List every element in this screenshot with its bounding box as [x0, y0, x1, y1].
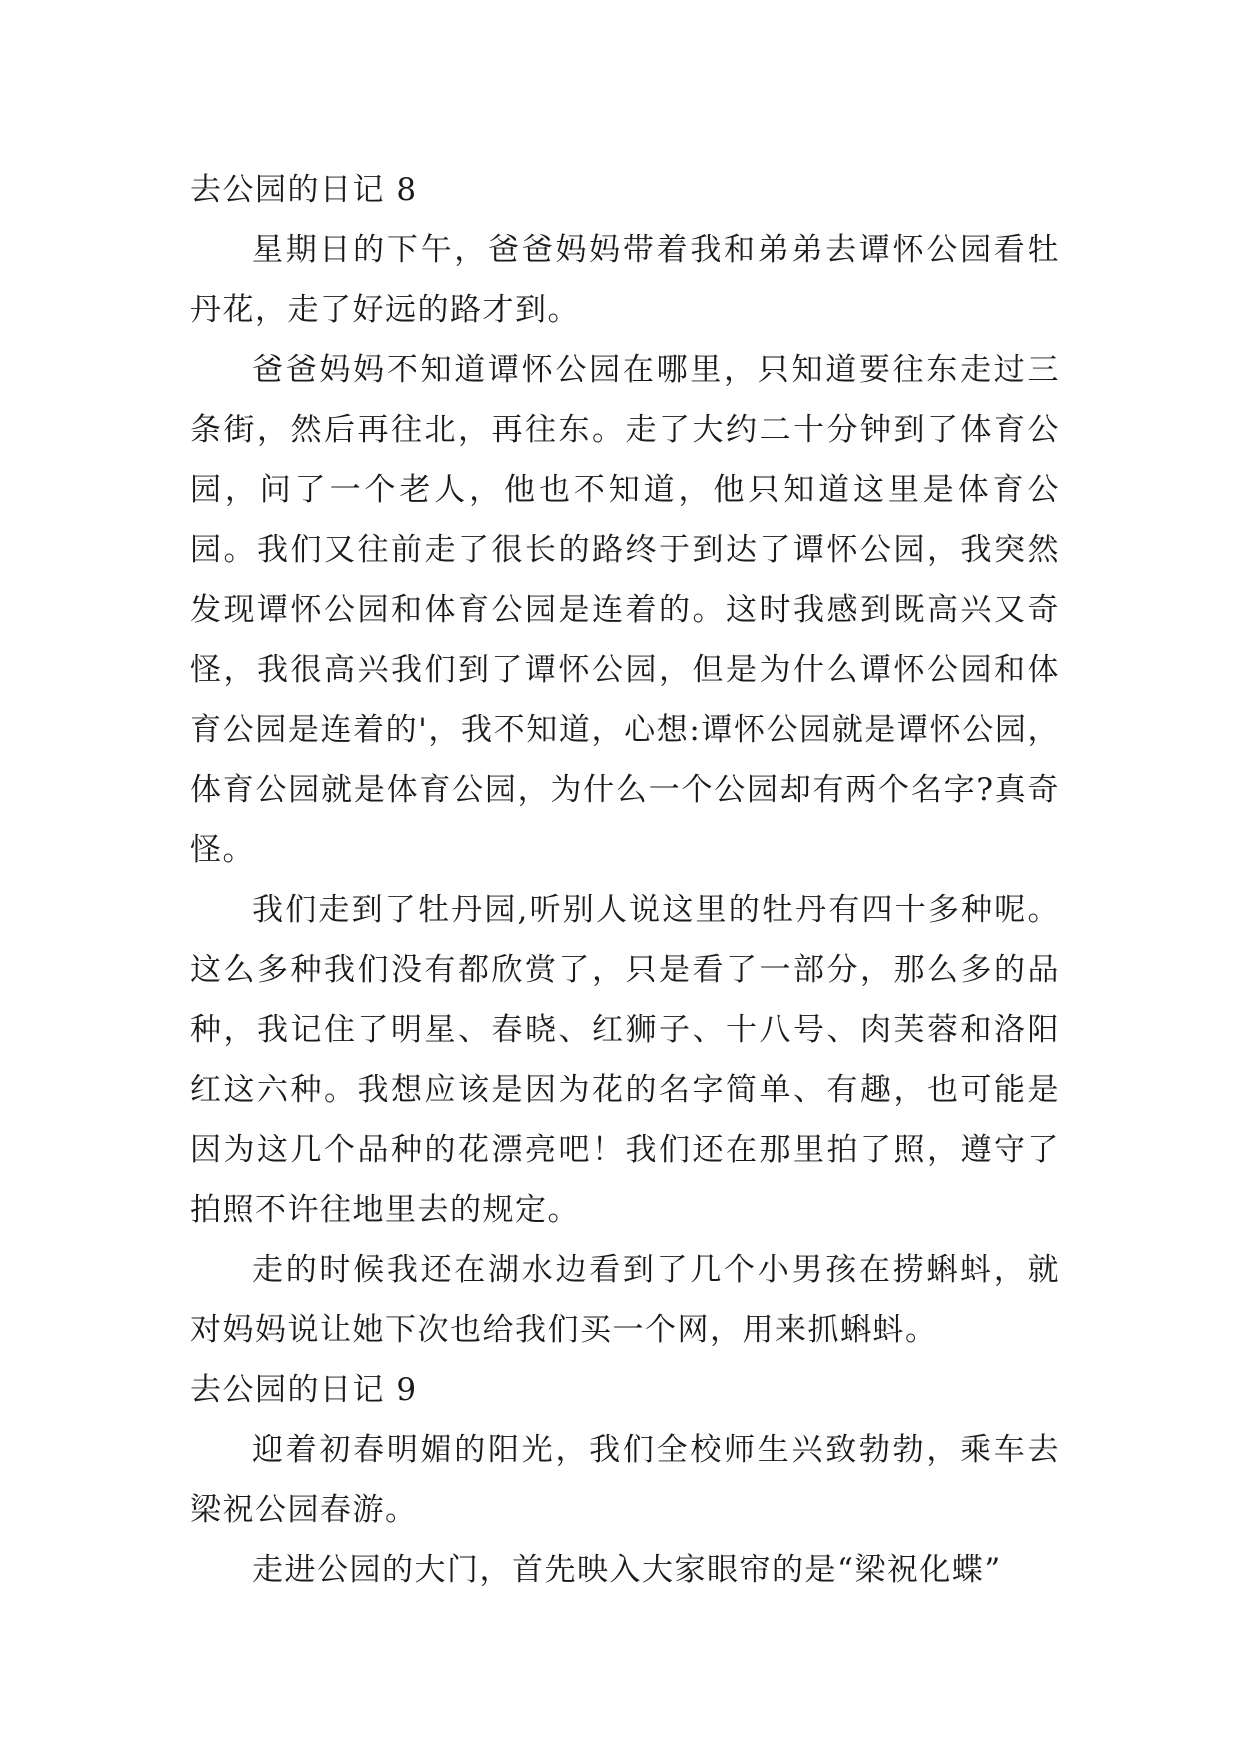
section-heading-diary-9: 去公园的日记 9: [190, 1372, 418, 1408]
section-heading-diary-8: 去公园的日记 8: [190, 172, 418, 208]
paragraph: 星期日的下午，爸爸妈妈带着我和弟弟去谭怀公园看牡丹花，走了好远的路才到。: [190, 232, 1060, 328]
document-body: [190, 160, 1060, 1600]
paragraph: 我们走到了牡丹园,听别人说这里的牡丹有四十多种呢。这么多种我们没有都欣赏了，只是看了一部分，那么多的品种，我记住了明星、春晓、红狮子、十八号、肉芙蓉和洛阳红这六种。我想应该是因为花的名字简单、有趣，也可能是因为这几个品种的花漂亮吧！我们还在那里拍了照，遵守了拍照不许往地里去的规定。: [190, 892, 1060, 1228]
paragraph: 走进公园的大门，首先映入大家眼帘的是“梁祝化蝶”: [252, 1552, 1002, 1588]
paragraph: 迎着初春明媚的阳光，我们全校师生兴致勃勃，乘车去梁祝公园春游。: [190, 1432, 1060, 1528]
paragraph: 走的时候我还在湖水边看到了几个小男孩在捞蝌蚪，就对妈妈说让她下次也给我们买一个网，用来抓蝌蚪。: [190, 1252, 1060, 1348]
paragraph: 爸爸妈妈不知道谭怀公园在哪里，只知道要往东走过三条街，然后再往北，再往东。走了大约二十分钟到了体育公园，问了一个老人，他也不知道，他只知道这里是体育公园。我们又往前走了很长的路终于到达了谭怀公园，我突然发现谭怀公园和体育公园是连着的。这时我感到既高兴又奇怪，我很高兴我们到了谭怀公园，但是为什么谭怀公园和体育公园是连着的'，我不知道，心想:谭怀公园就是谭怀公园，体育公园就是体育公园，为什么一个公园却有两个名字?真奇怪。: [190, 352, 1060, 868]
